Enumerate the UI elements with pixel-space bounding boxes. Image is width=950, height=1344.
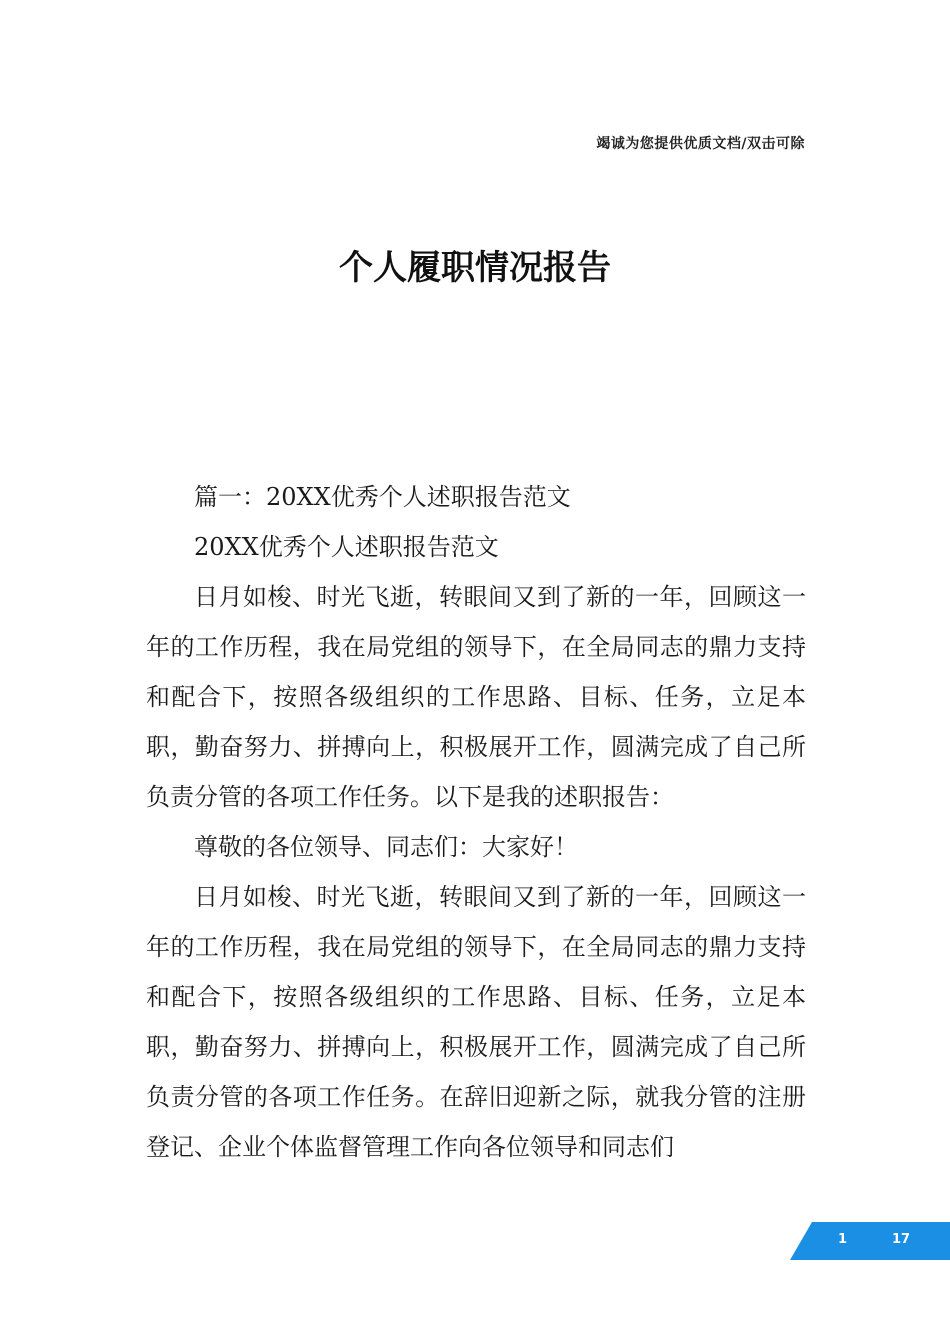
paragraph: 日月如梭、时光飞逝，转眼间又到了新的一年，回顾这一年的工作历程，我在局党组的领导下，在全局同志的鼎力支持和配合下，按照各级组织的工作思路、目标、任务，立足本职，勤奋努力、拼搏向上，积极展开工作，圆满完成了自己所负责分管的各项工作任务。在辞旧迎新之际，就我分管的注册登记、企业个体监督管理工作向各位领导和同志们	[146, 883, 806, 1161]
paragraph: 篇一：20XX优秀个人述职报告范文	[194, 483, 571, 511]
paragraph: 日月如梭、时光飞逝，转眼间又到了新的一年，回顾这一年的工作历程，我在局党组的领导下，在全局同志的鼎力支持和配合下，按照各级组织的工作思路、目标、任务，立足本职，勤奋努力、拼搏向上，积极展开工作，圆满完成了自己所负责分管的各项工作任务。以下是我的述职报告：	[146, 583, 806, 811]
page-footer-bar	[790, 1222, 950, 1260]
header-note: 竭诚为您提供优质文档/双击可除	[596, 136, 805, 152]
page-number: 1	[838, 1232, 848, 1247]
document-title: 个人履职情况报告	[339, 248, 611, 288]
page-total: 17	[892, 1232, 911, 1247]
paragraph: 尊敬的各位领导、同志们：大家好！	[194, 833, 578, 861]
paragraph: 20XX优秀个人述职报告范文	[194, 533, 499, 561]
document-body	[146, 472, 806, 1172]
